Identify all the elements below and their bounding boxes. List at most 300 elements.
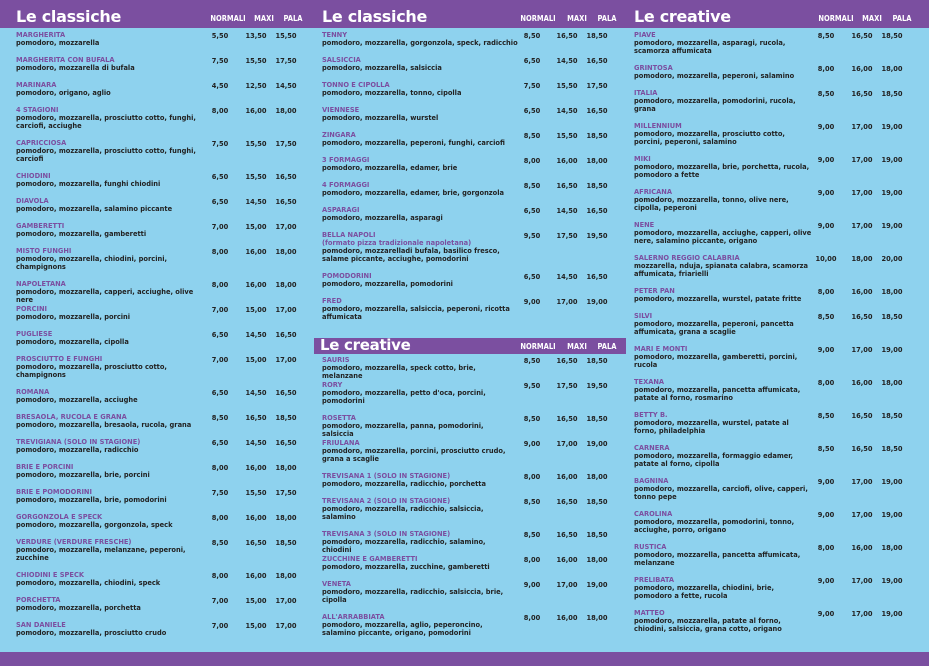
price-pala: 16,50 [586, 56, 608, 65]
header-pala: PALA [283, 14, 303, 23]
menu-item-name: PROSCIUTTO E FUNGHI [16, 354, 103, 363]
menu-item-ingredients: pomodoro, mozzarella, funghi chiodini [16, 179, 161, 188]
price-maxi: 16,00 [556, 613, 578, 622]
price-pala: 18,00 [275, 513, 297, 522]
price-maxi: 17,00 [851, 609, 873, 618]
price-normali: 7,00 [211, 621, 229, 630]
menu-item [10, 81, 306, 97]
price-normali: 9,00 [523, 297, 541, 306]
menu-item-name: TREVIGIANA (SOLO IN STAGIONE) [16, 437, 141, 446]
menu-item-ingredients: pomodoro, mozzarella, prosciutto cotto, porcini, peperoni, salamino [634, 129, 785, 146]
price-pala: 16,50 [275, 172, 297, 181]
price-normali: 8,00 [211, 463, 229, 472]
column-classiche-1 [10, 0, 306, 637]
menu-item-ingredients: pomodoro, mozzarella, gamberetti, porcini, rucola [634, 352, 798, 369]
menu-item [10, 247, 306, 271]
price-pala: 16,50 [275, 438, 297, 447]
header-pala: PALA [597, 14, 617, 23]
price-maxi: 16,50 [245, 413, 267, 422]
menu-item-ingredients: pomodoro, mozzarella, radicchio, salamino, chiodini [322, 537, 486, 554]
price-maxi: 17,00 [851, 345, 873, 354]
price-normali: 6,50 [211, 197, 229, 206]
price-pala: 17,00 [275, 596, 297, 605]
menu-item-name: CHIODINI E SPECK [16, 570, 85, 579]
menu-item [10, 280, 306, 304]
price-pala: 16,50 [586, 206, 608, 215]
menu-item-ingredients: pomodoro, mozzarella, pomodorini [322, 279, 453, 288]
price-maxi: 16,00 [556, 555, 578, 564]
menu-item-name: ITALIA [634, 88, 658, 97]
menu-item-name: BAGNINA [634, 476, 669, 485]
price-normali: 8,50 [523, 356, 541, 365]
price-maxi: 16,50 [851, 312, 873, 321]
menu-item [316, 81, 622, 97]
price-maxi: 16,50 [556, 356, 578, 365]
price-maxi: 14,50 [245, 388, 267, 397]
menu-item [628, 576, 920, 600]
menu-item [628, 477, 920, 501]
price-normali: 8,00 [817, 378, 835, 387]
section-header [628, 0, 920, 28]
price-normali: 4,50 [211, 81, 229, 90]
menu-item-ingredients: pomodoro, mozzarella, panna, pomodorini, salsiccia [322, 421, 484, 438]
menu-item-ingredients: pomodoro, mozzarella, petto d'oca, porcini, pomodorini [322, 388, 486, 405]
price-normali: 6,50 [211, 388, 229, 397]
menu-item-name: 4 STAGIONI [16, 105, 59, 114]
price-normali: 9,00 [523, 580, 541, 589]
price-normali: 8,50 [817, 31, 835, 40]
price-maxi: 15,50 [245, 488, 267, 497]
menu-item [10, 571, 306, 587]
price-pala: 18,00 [275, 106, 297, 115]
price-maxi: 17,00 [851, 155, 873, 164]
price-maxi: 14,50 [245, 197, 267, 206]
menu-item [316, 206, 622, 222]
price-normali: 9,00 [817, 221, 835, 230]
price-pala: 19,00 [881, 155, 903, 164]
price-maxi: 15,00 [245, 621, 267, 630]
price-maxi: 16,00 [851, 287, 873, 296]
menu-item-ingredients: pomodoro, mozzarella, chiodini, porcini, champignons [16, 254, 168, 271]
menu-item-ingredients: pomodoro, mozzarella, bresaola, rucola, grana [16, 420, 192, 429]
menu-item-name: MARGHERITA CON BUFALA [16, 55, 115, 64]
menu-item [316, 156, 622, 172]
price-pala: 18,50 [586, 356, 608, 365]
menu-item [316, 472, 622, 488]
menu-item-ingredients: pomodoro, mozzarella, wurstel, patate al forno, philadelphia [634, 418, 789, 435]
price-maxi: 16,50 [556, 31, 578, 40]
menu-item-name: PRELIBATA [634, 575, 674, 584]
price-pala: 17,00 [275, 355, 297, 364]
header-pala: PALA [892, 14, 912, 23]
price-maxi: 16,00 [245, 571, 267, 580]
menu-item-ingredients: pomodoro, mozzarella, radicchio, porchetta [322, 479, 486, 488]
menu-item [628, 64, 920, 80]
menu-item [10, 31, 306, 47]
menu-item [10, 513, 306, 529]
menu-item-name: CARNERA [634, 443, 670, 452]
price-pala: 18,50 [586, 181, 608, 190]
header-normali: NORMALI [210, 14, 246, 23]
menu-item-ingredients: pomodoro, mozzarella, patate al forno, chiodini, salsiccia, grana cotto, origano [634, 616, 782, 633]
price-normali: 6,50 [523, 206, 541, 215]
menu-item-ingredients: pomodoro, mozzarella, tonno, cipolla [322, 88, 462, 97]
menu-item-ingredients: pomodoro, mozzarella, edamer, brie [322, 163, 458, 172]
menu-item-name: MISTO FUNGHI [16, 246, 72, 255]
price-pala: 19,00 [881, 345, 903, 354]
menu-item [10, 305, 306, 321]
price-normali: 9,00 [523, 439, 541, 448]
price-pala: 17,50 [275, 56, 297, 65]
menu-item-ingredients: pomodoro, mozzarella, prosciutto cotto, funghi, carciofi [16, 146, 196, 163]
price-normali: 7,00 [211, 596, 229, 605]
price-maxi: 15,00 [245, 305, 267, 314]
menu-item-ingredients: pomodoro, mozzarella, prosciutto crudo [16, 628, 167, 637]
menu-item [628, 188, 920, 212]
menu-item [10, 413, 306, 429]
menu-item [10, 388, 306, 404]
section-header-creative [314, 338, 626, 354]
price-normali: 8,50 [523, 31, 541, 40]
price-pala: 18,00 [275, 463, 297, 472]
bottom-bar [0, 652, 929, 666]
price-pala: 16,50 [586, 106, 608, 115]
menu-item-name: SAN DANIELE [16, 620, 66, 629]
menu-item-name: FRED [322, 296, 342, 305]
menu-item-name: AFRICANA [634, 187, 673, 196]
price-maxi: 16,50 [851, 89, 873, 98]
price-pala: 16,50 [275, 388, 297, 397]
menu-item-name: MIKI [634, 154, 651, 163]
column-classiche-2 [316, 0, 622, 637]
price-pala: 17,50 [275, 139, 297, 148]
menu-item-ingredients: pomodoro, mozzarella, pomodorini, tonno, acciughe, porro, origano [634, 517, 795, 534]
price-maxi: 16,00 [851, 378, 873, 387]
column-creative [628, 0, 920, 633]
menu-item [628, 378, 920, 402]
price-maxi: 16,00 [245, 106, 267, 115]
price-normali: 8,00 [817, 64, 835, 73]
price-maxi: 16,00 [245, 463, 267, 472]
menu-item-subname: (formato pizza tradizionale napoletana) [322, 238, 472, 247]
price-maxi: 12,50 [245, 81, 267, 90]
price-pala: 18,50 [586, 530, 608, 539]
menu-item-name: GORGONZOLA E SPECK [16, 512, 103, 521]
price-maxi: 15,50 [245, 172, 267, 181]
price-maxi: 17,00 [851, 221, 873, 230]
menu-item-name: VENETA [322, 579, 351, 588]
price-pala: 15,50 [275, 31, 297, 40]
price-maxi: 16,50 [245, 538, 267, 547]
price-pala: 19,00 [881, 477, 903, 486]
price-maxi: 15,00 [245, 355, 267, 364]
price-normali: 7,00 [211, 222, 229, 231]
menu-item-ingredients: pomodoro, mozzarella, acciughe, capperi, olive nere, salamino piccante, origano [634, 228, 812, 245]
menu-item-name: NAPOLETANA [16, 279, 66, 288]
header-maxi: MAXI [254, 14, 274, 23]
menu-item [316, 613, 622, 637]
menu-item-name: BRIE E POMODORINI [16, 487, 92, 496]
price-normali: 9,00 [817, 188, 835, 197]
menu-item-ingredients: pomodoro, mozzarella, prosciutto cotto, funghi, carciofi, acciughe [16, 113, 196, 130]
section-header [316, 0, 622, 28]
menu-item [316, 106, 622, 122]
section-title: Le classiche [322, 7, 428, 26]
price-normali: 8,00 [523, 156, 541, 165]
price-maxi: 16,50 [851, 411, 873, 420]
price-maxi: 16,50 [556, 181, 578, 190]
price-pala: 18,00 [586, 555, 608, 564]
price-pala: 18,50 [275, 413, 297, 422]
header-maxi: MAXI [567, 14, 587, 23]
menu-item-ingredients: pomodoro, mozzarelladi bufala, basilico fresco, salame piccante, acciughe, pomodorini [322, 246, 500, 263]
menu-item [316, 131, 622, 147]
menu-item-ingredients: pomodoro, mozzarella di bufala [16, 63, 135, 72]
menu-item-name: PETER PAN [634, 286, 675, 295]
price-normali: 10,00 [815, 254, 837, 263]
menu-item-ingredients: pomodoro, mozzarella, gorgonzola, speck [16, 520, 173, 529]
menu-item-name: GRINTOSA [634, 63, 673, 72]
price-normali: 6,50 [211, 172, 229, 181]
menu-item-ingredients: pomodoro, mozzarella, prosciutto cotto, champignons [16, 362, 167, 379]
price-maxi: 15,00 [245, 596, 267, 605]
price-normali: 8,50 [523, 414, 541, 423]
menu-item-name: MARGHERITA [16, 30, 66, 39]
price-maxi: 16,50 [556, 530, 578, 539]
menu-item-name: NENE [634, 220, 655, 229]
price-pala: 17,00 [275, 222, 297, 231]
menu-item-name: MARINARA [16, 80, 57, 89]
price-pala: 18,00 [881, 287, 903, 296]
price-pala: 18,50 [881, 31, 903, 40]
menu-item-name: TENNY [322, 30, 348, 39]
menu-item [10, 538, 306, 562]
section-title: Le creative [634, 7, 731, 26]
menu-item-ingredients: pomodoro, mozzarella, chiodini, speck [16, 578, 161, 587]
price-pala: 18,50 [586, 31, 608, 40]
price-normali: 8,50 [817, 444, 835, 453]
menu-item-name: PIAVE [634, 30, 656, 39]
section-header [10, 0, 306, 28]
menu-item-ingredients: pomodoro, mozzarella, acciughe [16, 395, 138, 404]
price-maxi: 17,00 [851, 188, 873, 197]
menu-item-name: PUGLIESE [16, 329, 53, 338]
price-normali: 6,50 [523, 56, 541, 65]
price-normali: 8,00 [817, 543, 835, 552]
menu-item-ingredients: pomodoro, mozzarella, brie, porchetta, rucola, pomodoro a fette [634, 162, 810, 179]
menu-item-name: SAURIS [322, 355, 350, 364]
menu-item [316, 414, 622, 438]
menu-item-ingredients: pomodoro, mozzarella, porchetta [16, 603, 141, 612]
price-normali: 8,00 [211, 280, 229, 289]
menu-item [10, 438, 306, 454]
price-maxi: 17,00 [556, 580, 578, 589]
price-pala: 19,00 [586, 439, 608, 448]
menu-item-ingredients: pomodoro, mozzarella, edamer, brie, gorgonzola [322, 188, 505, 197]
price-maxi: 16,50 [851, 444, 873, 453]
menu-item [628, 510, 920, 534]
price-normali: 9,00 [817, 576, 835, 585]
menu-item-name: TREVISANA 1 (SOLO IN STAGIONE) [322, 471, 451, 480]
menu-item-ingredients: pomodoro, mozzarella, salsiccia [322, 63, 442, 72]
price-pala: 18,50 [586, 131, 608, 140]
menu-item [628, 287, 920, 303]
menu-item-name: ZUCCHINE E GAMBERETTI [322, 554, 418, 563]
menu-item-ingredients: pomodoro, mozzarella, salamino piccante [16, 204, 173, 213]
price-maxi: 18,00 [851, 254, 873, 263]
price-pala: 18,00 [275, 571, 297, 580]
price-normali: 6,50 [211, 438, 229, 447]
price-pala: 18,00 [275, 280, 297, 289]
price-normali: 8,50 [523, 530, 541, 539]
price-pala: 18,50 [586, 497, 608, 506]
price-normali: 7,50 [211, 56, 229, 65]
price-maxi: 16,00 [851, 64, 873, 73]
price-pala: 19,50 [586, 381, 608, 390]
menu-item-ingredients: pomodoro, mozzarella, formaggio edamer, patate al forno, cipolla [634, 451, 793, 468]
price-pala: 17,50 [586, 81, 608, 90]
price-pala: 18,50 [881, 411, 903, 420]
menu-item-ingredients: pomodoro, mozzarella, gorgonzola, speck, radicchio [322, 38, 518, 47]
menu-item-ingredients: pomodoro, mozzarella, speck cotto, brie, melanzane [322, 363, 476, 380]
price-maxi: 15,50 [556, 81, 578, 90]
menu-item [10, 621, 306, 637]
price-pala: 18,00 [881, 64, 903, 73]
price-normali: 8,50 [817, 312, 835, 321]
menu-item-ingredients: pomodoro, mozzarella, radicchio, salsiccia, salamino [322, 504, 484, 521]
price-normali: 8,50 [211, 538, 229, 547]
menu-item-ingredients: pomodoro, mozzarella, capperi, acciughe, olive nere [16, 287, 194, 304]
price-maxi: 16,50 [556, 414, 578, 423]
price-maxi: 16,00 [556, 156, 578, 165]
price-maxi: 17,00 [851, 510, 873, 519]
menu-item-name: BETTY B. [634, 410, 668, 419]
menu-item [628, 543, 920, 567]
menu-item-ingredients: pomodoro, mozzarella, tonno, olive nere, cipolla, peperoni [634, 195, 789, 212]
menu-item [10, 197, 306, 213]
price-pala: 18,00 [881, 543, 903, 552]
header-maxi: MAXI [567, 342, 587, 351]
price-normali: 6,50 [211, 330, 229, 339]
menu-item-name: MILLENNIUM [634, 121, 682, 130]
header-maxi: MAXI [862, 14, 882, 23]
menu-item [316, 297, 622, 321]
menu-item-name: DIAVOLA [16, 196, 49, 205]
menu-item-ingredients: pomodoro, mozzarella, brie, pomodorini [16, 495, 167, 504]
price-pala: 19,00 [586, 297, 608, 306]
menu-item [628, 444, 920, 468]
menu-item-ingredients: pomodoro, mozzarella, pancetta affumicata, melanzane [634, 550, 801, 567]
menu-item [628, 345, 920, 369]
price-normali: 8,50 [817, 89, 835, 98]
price-maxi: 17,00 [556, 439, 578, 448]
menu-item-name: MARI E MONTI [634, 344, 688, 353]
menu-item-name: VIENNESE [322, 105, 360, 114]
price-maxi: 15,00 [245, 222, 267, 231]
price-normali: 9,00 [817, 155, 835, 164]
menu-item-name: ASPARAGI [322, 205, 360, 214]
menu-item [10, 355, 306, 379]
menu-item-ingredients: pomodoro, mozzarella, cipolla [16, 337, 129, 346]
menu-item-ingredients: pomodoro, mozzarella, chiodini, brie, pomodoro a fette, rucola [634, 583, 774, 600]
menu-item-name: CAPRICCIOSA [16, 138, 67, 147]
price-normali: 7,00 [211, 355, 229, 364]
menu-item-ingredients: pomodoro, mozzarella [16, 38, 100, 47]
price-pala: 14,50 [275, 81, 297, 90]
menu-item [10, 139, 306, 163]
price-maxi: 14,50 [556, 106, 578, 115]
menu-item-ingredients: pomodoro, mozzarella, carciofi, olive, capperi, tonno pepe [634, 484, 808, 501]
price-normali: 8,50 [523, 497, 541, 506]
price-pala: 18,50 [881, 312, 903, 321]
price-normali: 7,50 [211, 139, 229, 148]
price-normali: 8,00 [211, 571, 229, 580]
price-maxi: 14,50 [556, 272, 578, 281]
price-pala: 17,00 [275, 305, 297, 314]
menu-item-name: CHIODINI [16, 171, 51, 180]
menu-item-name: FRIULANA [322, 438, 360, 447]
price-normali: 8,50 [523, 181, 541, 190]
price-maxi: 14,50 [556, 206, 578, 215]
header-normali: NORMALI [520, 14, 556, 23]
menu-item-name: RORY [322, 380, 343, 389]
price-normali: 9,00 [817, 477, 835, 486]
menu-item-name: 4 FORMAGGI [322, 180, 370, 189]
menu-item-ingredients: pomodoro, mozzarella, salsiccia, peperoni, ricotta affumicata [322, 304, 510, 321]
price-maxi: 17,50 [556, 381, 578, 390]
menu-item-name: SALERNO REGGIO CALABRIA [634, 253, 740, 262]
price-maxi: 17,00 [851, 122, 873, 131]
price-pala: 18,00 [881, 378, 903, 387]
price-normali: 9,00 [817, 510, 835, 519]
price-maxi: 16,00 [556, 472, 578, 481]
menu-item-ingredients: pomodoro, mozzarella, asparagi, rucola, scamorza affumicata [634, 38, 786, 55]
price-normali: 8,50 [211, 413, 229, 422]
menu-item [316, 439, 622, 463]
menu-item [628, 254, 920, 278]
menu-item [316, 580, 622, 604]
price-maxi: 16,50 [556, 497, 578, 506]
price-maxi: 15,50 [556, 131, 578, 140]
menu-item [10, 56, 306, 72]
menu-item-ingredients: pomodoro, mozzarella, gamberetti [16, 229, 147, 238]
menu-item-name: ROSETTA [322, 413, 356, 422]
menu-item [628, 411, 920, 435]
menu-item [10, 106, 306, 130]
price-maxi: 16,00 [245, 247, 267, 256]
menu-item [628, 89, 920, 113]
price-normali: 6,50 [523, 106, 541, 115]
menu-item [316, 272, 622, 288]
menu-item-name: 3 FORMAGGI [322, 155, 370, 164]
menu-item [10, 463, 306, 479]
menu-item-name: TONNO E CIPOLLA [322, 80, 390, 89]
price-maxi: 16,00 [245, 513, 267, 522]
menu-item-ingredients: pomodoro, mozzarella, zucchine, gamberetti [322, 562, 490, 571]
menu-item [628, 155, 920, 179]
price-normali: 5,50 [211, 31, 229, 40]
menu-item-name: ROMANA [16, 387, 50, 396]
price-normali: 9,00 [817, 122, 835, 131]
menu-item-name: ALL'ARRABBIATA [322, 612, 385, 621]
menu-item-name: PORCHETTA [16, 595, 61, 604]
price-pala: 18,00 [586, 472, 608, 481]
price-normali: 6,50 [523, 272, 541, 281]
menu-item [10, 596, 306, 612]
menu-item [316, 497, 622, 521]
menu-item-name: BELLA NAPOLI [322, 230, 376, 239]
price-pala: 19,00 [881, 188, 903, 197]
